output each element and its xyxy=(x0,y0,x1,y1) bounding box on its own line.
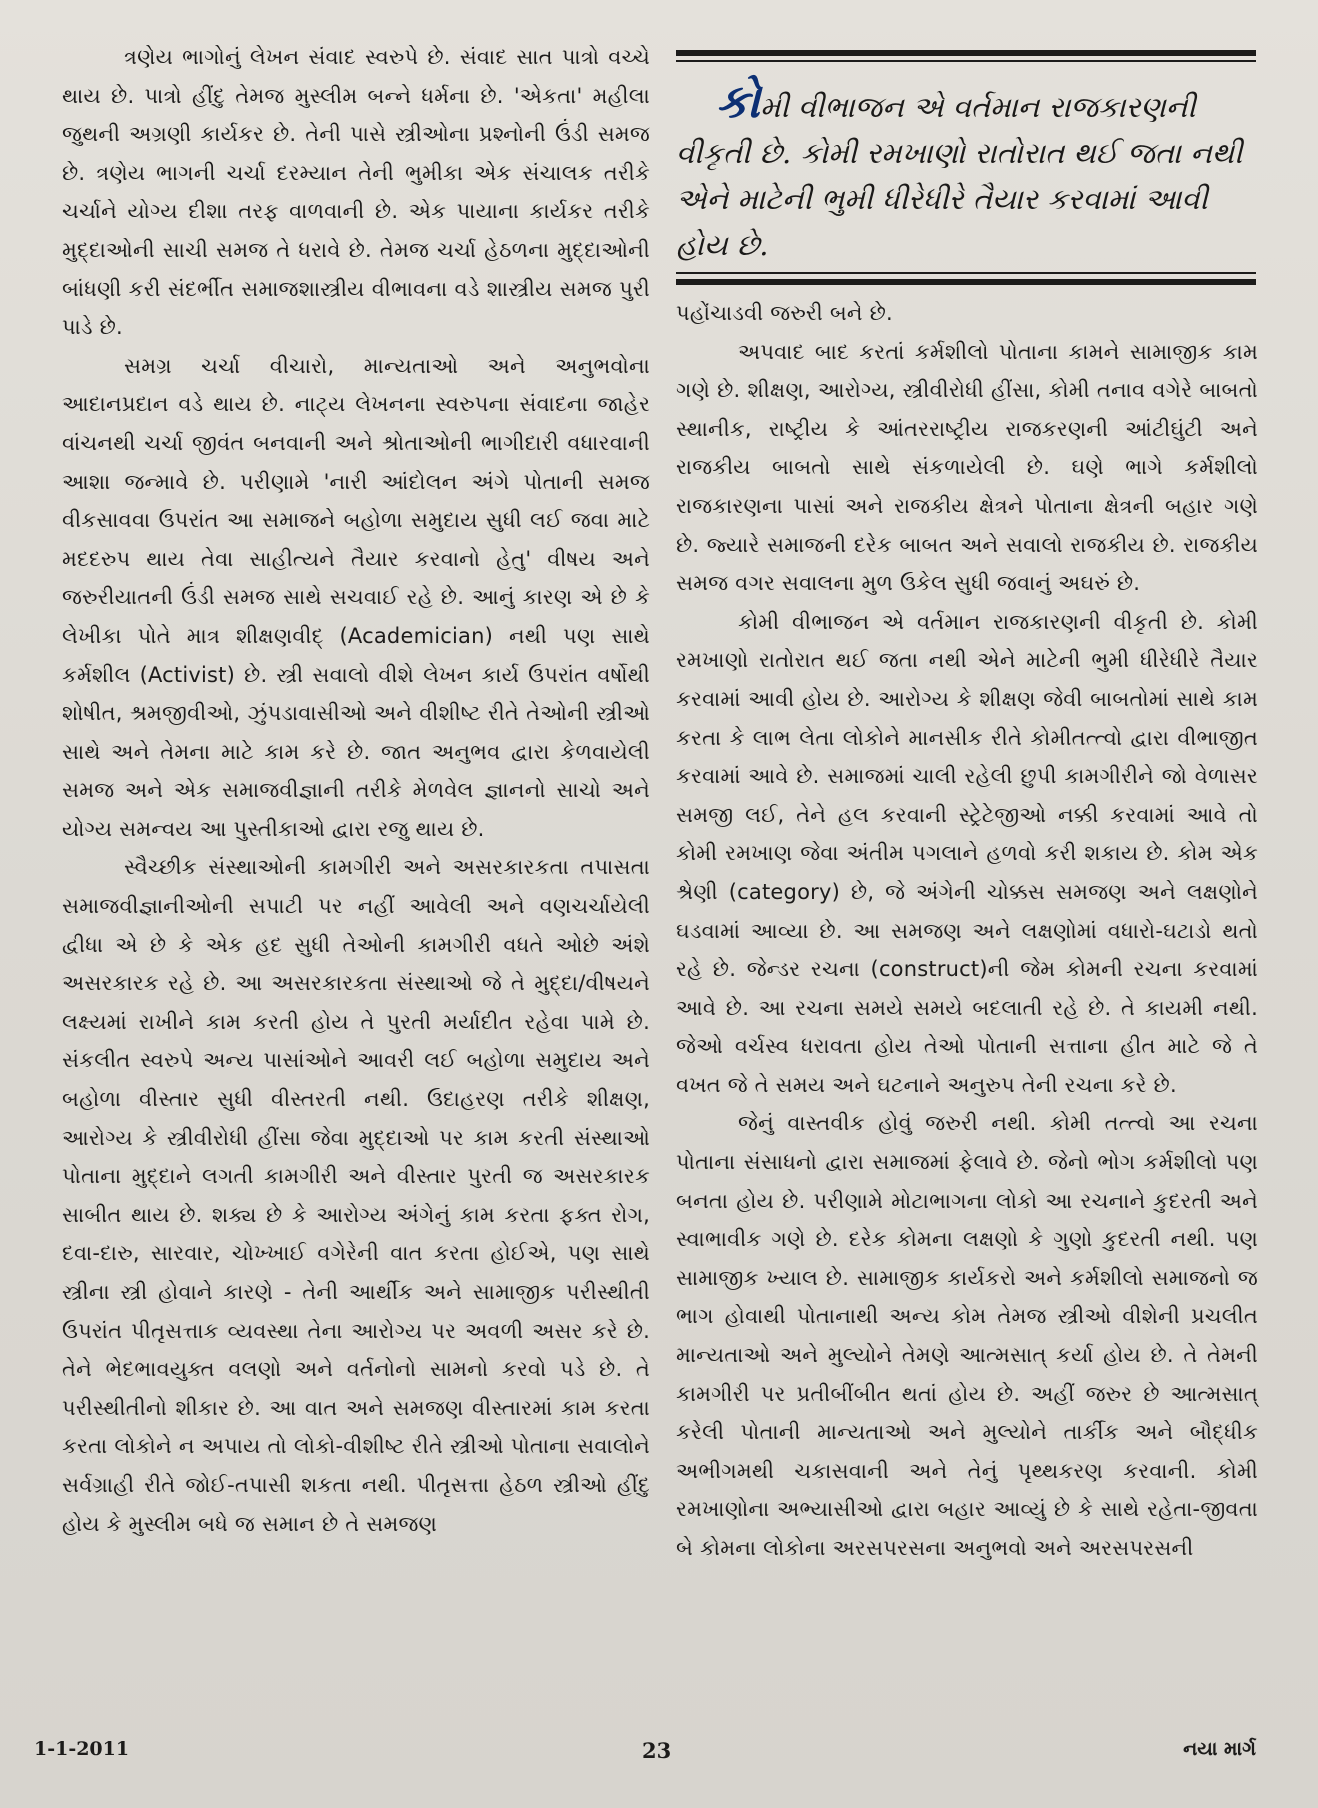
paragraph: કોમી વીભાજન એ વર્તમાન રાજકારણની વીકૃતી છે. કોમી રમખાણો રાતોરાત થઈ જતા નથી એને માટેની ભુમી ધીરેધીરે તૈયાર કરવામાં આવી હોય છે. આરોગ્ય કે શીક્ષણ જેવી બાબતોમાં સાથે કામ કરતા કે લાભ લેતા લોકોને માનસીક રીતે કોમીતત્ત્વો દ્વારા વીભાજીત કરવામાં આવે છે. સમાજમાં ચાલી રહેલી છુપી કામગીરીને જો વેળાસર સમજી લઈ, તેને હલ કરવાની સ્ટ્રેટેજીઓ નક્કી કરવામાં આવે તો કોમી રમખાણ જેવા અંતીમ પગલાને હળવો કરી શકાય છે. કોમ એક શ્રેણી (category) છે, જે અંગેની ચોક્કસ સમજણ અને લક્ષણોને ઘડવામાં આવ્યા છે. આ સમજણ અને લક્ષણોમાં વધારો-ઘટાડો થતો રહે છે. જેન્ડર રચના (construct)ની જેમ કોમની રચના કરવામાં આવે છે. આ રચના સમયે સમયે બદલાતી રહે છે. તે કાયમી નથી. જેઓ વર્ચસ્વ ધરાવતા હોય તેઓ પોતાની સત્તાના હીત માટે જે તે વખત જે તે સમય અને ઘટનાને અનુરુપ તેની રચના કરે છે. xyxy=(676,609,1258,1097)
pullquote-top-rule-thin xyxy=(676,60,1256,62)
paragraph: અપવાદ બાદ કરતાં કર્મશીલો પોતાના કામને સામાજીક કામ ગણે છે. શીક્ષણ, આરોગ્ય, સ્ત્રીવીરોધી હીંસા, કોમી તનાવ વગેરે બાબતો સ્થાનીક, રાષ્ટ્રીય કે આંતરરાષ્ટ્રીય રાજકરણની આંટીઘુંટી અને રાજકીય બાબતો સાથે સંકળાયેલી છે. ઘણે ભાગે કર્મશીલો રાજકારણના પાસાં અને રાજકીય ક્ષેત્રને પોતાના ક્ષેત્રની બહાર ગણે છે. જ્યારે સમાજની દરેક બાબત અને સવાલો રાજકીય છે. રાજકીય સમજ વગર સવાલના મુળ ઉકેલ સુધી જવાનું અઘરું છે. xyxy=(676,339,1258,596)
footer-magazine-name: નયા માર્ગ xyxy=(1183,1738,1256,1760)
pullquote-bottom-rule-thick xyxy=(676,279,1256,285)
footer-page-number: 23 xyxy=(642,1738,672,1763)
left-column xyxy=(62,38,650,1543)
paragraph: ત્રણેય ભાગોનું લેખન સંવાદ સ્વરુપે છે. સંવાદ સાત પાત્રો વચ્ચે થાય છે. પાત્રો હીંદુ તેમજ મુસ્લીમ બન્ને ધર્મના છે. 'એકતા' મહીલા જુથની અગ્રણી કાર્યકર છે. તેની પાસે સ્ત્રીઓના પ્રશ્નોની ઉંડી સમજ છે. ત્રણેય ભાગની ચર્ચા દરમ્યાન તેની ભુમીકા એક સંચાલક તરીકે ચર્ચાને યોગ્ય દીશા તરફ વાળવાની છે. એક પાયાના કાર્યકર તરીકે મુદ્દાઓની સાચી સમજ તે ધરાવે છે. તેમજ ચર્ચા હેઠળના મુદ્દાઓની બાંધણી કરી સંદર્ભીત સમાજશાસ્ત્રીય વીભાવના વડે શાસ્ત્રીય સમજ પુરી પાડે છે. xyxy=(62,45,650,340)
pullquote-bottom-rule-thin xyxy=(676,272,1256,274)
paragraph: જેનું વાસ્તવીક હોવું જરુરી નથી. કોમી તત્ત્વો આ રચના પોતાના સંસાધનો દ્વારા સમાજમાં ફેલાવે છે. જેનો ભોગ કર્મશીલો પણ બનતા હોય છે. પરીણામે મોટાભાગના લોકો આ રચનાને કુદરતી અને સ્વાભાવીક ગણે છે. દરેક કોમના લક્ષણો કે ગુણો કુદરતી નથી. પણ સામાજીક ખ્યાલ છે. સામાજીક કાર્યકરો અને કર્મશીલો સમાજનો જ ભાગ હોવાથી પોતાનાથી અન્ય કોમ તેમજ સ્ત્રીઓ વીશેની પ્રચલીત માન્યતાઓ અને મુલ્યોને તેમણે આત્મસાત્ કર્યા હોય છે. તે તેમની કામગીરી પર પ્રતીબીંબીત થતાં હોય છે. અહીં જરુર છે આત્મસાત્ કરેલી પોતાની માન્યતાઓ અને મુલ્યોને તાર્કીક અને બૌદ્ધીક અભીગમથી ચકાસવાની અને તેનું પૃથ્થકરણ કરવાની. કોમી રમખાણોના અભ્યાસીઓ દ્વારા બહાર આવ્યું છે કે સાથે રહેતા-જીવતા બે કોમના લોકોના અરસપરસના અનુભવો અને અરસપરસની xyxy=(676,1111,1258,1560)
pullquote-text: મી વીભાજન એ વર્તમાન રાજકારણની વીકૃતી છે. કોમી રમખાણો રાતોરાત થઈ જતા નથી એને માટેની ભુમી ધીરેધીરે તૈયાર કરવામાં આવી હોય છે. xyxy=(676,90,1243,262)
paragraph: સ્વૈચ્છીક સંસ્થાઓની કામગીરી અને અસરકારકતા તપાસતા સમાજવીજ્ઞાનીઓની સપાટી પર નહીં આવેલી અને વણચર્ચાયેલી દ્વીધા એ છે કે એક હદ સુધી તેઓની કામગીરી વધતે ઓછે અંશે અસરકારક રહે છે. આ અસરકારકતા સંસ્થાઓ જે તે મુદ્દા/વીષયને લક્ષ્યમાં રાખીને કામ કરતી હોય તે પુરતી મર્યાદીત રહેવા પામે છે. સંકલીત સ્વરુપે અન્ય પાસાંઓને આવરી લઈ બહોળા સમુદાય અને બહોળા વીસ્તાર સુધી વીસ્તરતી નથી. ઉદાહરણ તરીકે શીક્ષણ, આરોગ્ય કે સ્ત્રીવીરોધી હીંસા જેવા મુદ્દાઓ પર કામ કરતી સંસ્થાઓ પોતાના મુદ્દાને લગતી કામગીરી અને વીસ્તાર પુરતી જ અસરકારક સાબીત થાય છે. શક્ય છે કે આરોગ્ય અંગેનું કામ કરતા ફક્ત રોગ, દવા-દારુ, સારવાર, ચોખ્ખાઈ વગેરેની વાત કરતા હોઈએ, પણ સાથે સ્ત્રીના સ્ત્રી હોવાને કારણે - તેની આર્થીક અને સામાજીક પરીસ્થીતી ઉપરાંત પીતૃસત્તાક વ્યવસ્થા તેના આરોગ્ય પર અવળી અસર કરે છે. તેને ભેદભાવયુક્ત વલણો અને વર્તનોનો સામનો કરવો પડે છે. તે પરીસ્થીતીનો શીકાર છે. આ વાત અને સમજણ વીસ્તારમાં કામ કરતા કરતા લોકોને ન અપાય તો લોકો-વીશીષ્ટ રીતે સ્ત્રીઓ પોતાના સવાલોને સર્વગ્રાહી રીતે જોઈ-તપાસી શકતા નથી. પીતૃસત્તા હેઠળ સ્ત્રીઓ હીંદુ હોય કે મુસ્લીમ બધે જ સમાન છે તે સમજણ xyxy=(62,855,650,1536)
paragraph: સમગ્ર ચર્ચા વીચારો, માન્યતાઓ અને અનુભવોના આદાનપ્રદાન વડે થાય છે. નાટ્ય લેખનના સ્વરુપના સંવાદના જાહેર વાંચનથી ચર્ચા જીવંત બનવાની અને શ્રોતાઓની ભાગીદારી વધારવાની આશા જન્માવે છે. પરીણામે 'નારી આંદોલન અંગે પોતાની સમજ વીકસાવવા ઉપરાંત આ સમાજને બહોળા સમુદાય સુધી લઈ જવા માટે મદદરુપ થાય તેવા સાહીત્યને તૈયાર કરવાનો હેતુ' વીષય અને જરુરીયાતની ઉંડી સમજ સાથે સચવાઈ રહે છે. આનું કારણ એ છે કે લેખીકા પોતે માત્ર શીક્ષણવીદ્ (Academician) નથી પણ સાથે કર્મશીલ (Activist) છે. સ્ત્રી સવાલો વીશે લેખન કાર્ય ઉપરાંત વર્ષોથી શોષીત, શ્રમજીવીઓ, ઝુંપડાવાસીઓ અને વીશીષ્ટ રીતે તેઓની સ્ત્રીઓ સાથે અને તેમના માટે કામ કરે છે. જાત અનુભવ દ્વારા કેળવાયેલી સમજ અને એક સમાજવીજ્ઞાની તરીકે મેળવેલ જ્ઞાનનો સાચો અને યોગ્ય સમન્વય આ પુસ્તીકાઓ દ્વારા રજુ થાય છે. xyxy=(62,353,650,841)
footer-date: 1-1-2011 xyxy=(34,1738,130,1760)
pullquote-top-rule-thick xyxy=(676,50,1256,56)
paragraph: પહોંચાડવી જરુરી બને છે. xyxy=(676,301,893,325)
pullquote-dropcap: કો xyxy=(716,74,760,128)
right-column xyxy=(676,294,1258,1568)
pullquote xyxy=(676,74,1258,268)
